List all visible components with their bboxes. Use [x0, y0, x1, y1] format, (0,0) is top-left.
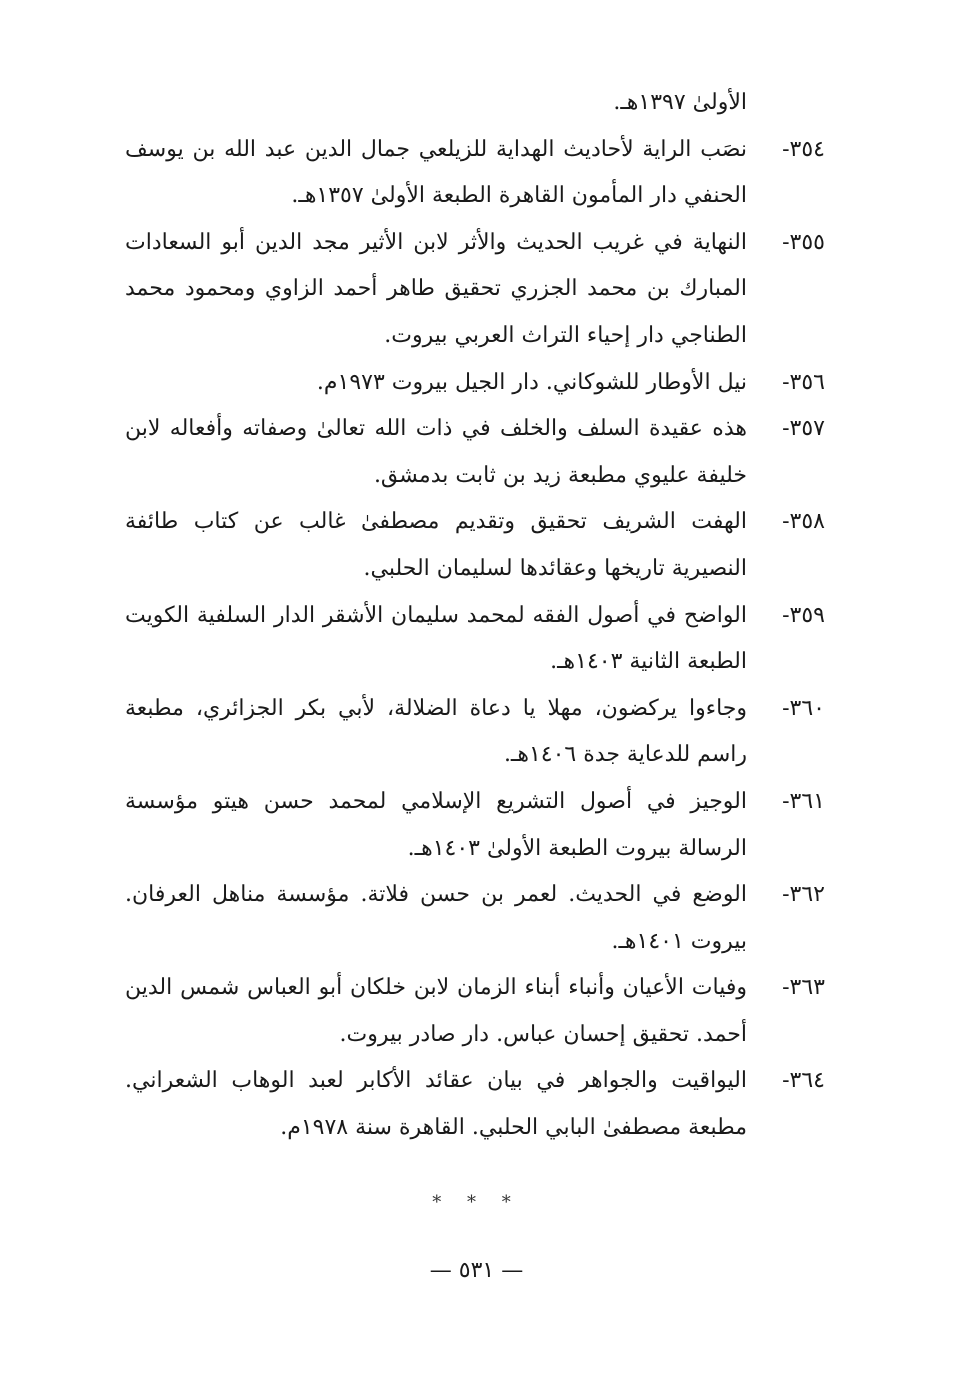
entry-number: ٣٥٧- — [782, 416, 825, 442]
bibliography-entry — [125, 965, 825, 1058]
bibliography-entry — [125, 406, 825, 499]
entry-number: ٣٦١- — [782, 788, 825, 814]
bibliography-entry — [125, 593, 825, 686]
bibliography-entry — [125, 127, 825, 220]
entry-text: هذه عقيدة السلف والخلف في ذات الله تعالىٰ وصفاته وأفعاله لابن خليفة عليوي مطبعة زيد بن ثابت بدمشق. — [125, 416, 747, 488]
section-separator: * * * — [432, 1192, 521, 1213]
entry-number: ٣٦٠- — [782, 695, 825, 721]
bibliography-entry — [125, 686, 825, 779]
entry-text: نيل الأوطار للشوكاني. دار الجيل بيروت ١٩٧٣م. — [316, 369, 747, 395]
continuation-line: الأولىٰ ١٣٩٧هـ. — [613, 90, 747, 115]
entry-number: ٣٦٢- — [782, 882, 825, 908]
page-number: — ٥٣١ — — [429, 1258, 524, 1283]
entry-number: ٣٥٥- — [782, 229, 825, 255]
bibliography-entry — [125, 872, 825, 965]
entry-text: الهفت الشريف تحقيق وتقديم مصطفىٰ غالب عن كتاب طائفة النصيرية تاريخها وعقائدها لسليمان الحلبي. — [125, 509, 747, 581]
bibliography-entry — [125, 360, 825, 407]
entry-number: ٣٦٤- — [782, 1068, 825, 1094]
entry-text: وفيات الأعيان وأنباء أبناء الزمان لابن خلكان أبو العباس شمس الدين أحمد. تحقيق إحسان عباس. دار صادر بيروت. — [125, 975, 747, 1047]
entry-number: ٣٥٨- — [782, 509, 825, 535]
entry-number: ٣٥٦- — [782, 369, 825, 395]
bibliography-list — [125, 80, 825, 1152]
entry-text: وجاءوا يركضون، مهلا يا دعاة الضلالة، لأبي بكر الجزائري، مطبعة راسم للدعاية جدة ١٤٠٦هـ. — [125, 695, 747, 768]
bibliography-entry — [125, 1058, 825, 1151]
entry-number: ٣٦٣- — [782, 975, 825, 1001]
entry-text: الواضح في أصول الفقه لمحمد سليمان الأشقر الدار السلفية الكويت الطبعة الثانية ١٤٠٣هـ. — [125, 602, 747, 675]
entry-text: اليواقيت والجواهر في بيان عقائد الأكابر لعبد الوهاب الشعراني. مطبعة مصطفىٰ البابي الحلبي. القاهرة سنة ١٩٧٨م. — [125, 1068, 747, 1141]
bibliography-entry — [125, 499, 825, 592]
bibliography-entry — [125, 220, 825, 360]
entry-number: ٣٥٩- — [782, 602, 825, 628]
entry-text: الوضع في الحديث. لعمر بن حسن فلاتة. مؤسسة مناهل العرفان. بيروت ١٤٠١هـ. — [125, 882, 747, 954]
entry-text: نصَب الراية لأحاديث الهداية للزيلعي جمال الدين عبد الله بن يوسف الحنفي دار المأمون القاهرة الطبعة الأولىٰ ١٣٥٧هـ. — [125, 136, 747, 209]
entry-text: النهاية في غريب الحديث والأثر لابن الأثير مجد الدين أبو السعادات المبارك بن محمد الجزري تحقيق طاهر أحمد الزاوي ومحمود محمد الطناجي دار إحياء التراث العربي بيروت. — [125, 229, 747, 348]
entry-number: ٣٥٤- — [782, 136, 825, 162]
entry-text: الوجيز في أصول التشريع الإسلامي لمحمد حسن هيتو مؤسسة الرسالة بيروت الطبعة الأولىٰ ١٤٠٣هـ. — [125, 788, 747, 861]
bibliography-entry — [125, 779, 825, 872]
